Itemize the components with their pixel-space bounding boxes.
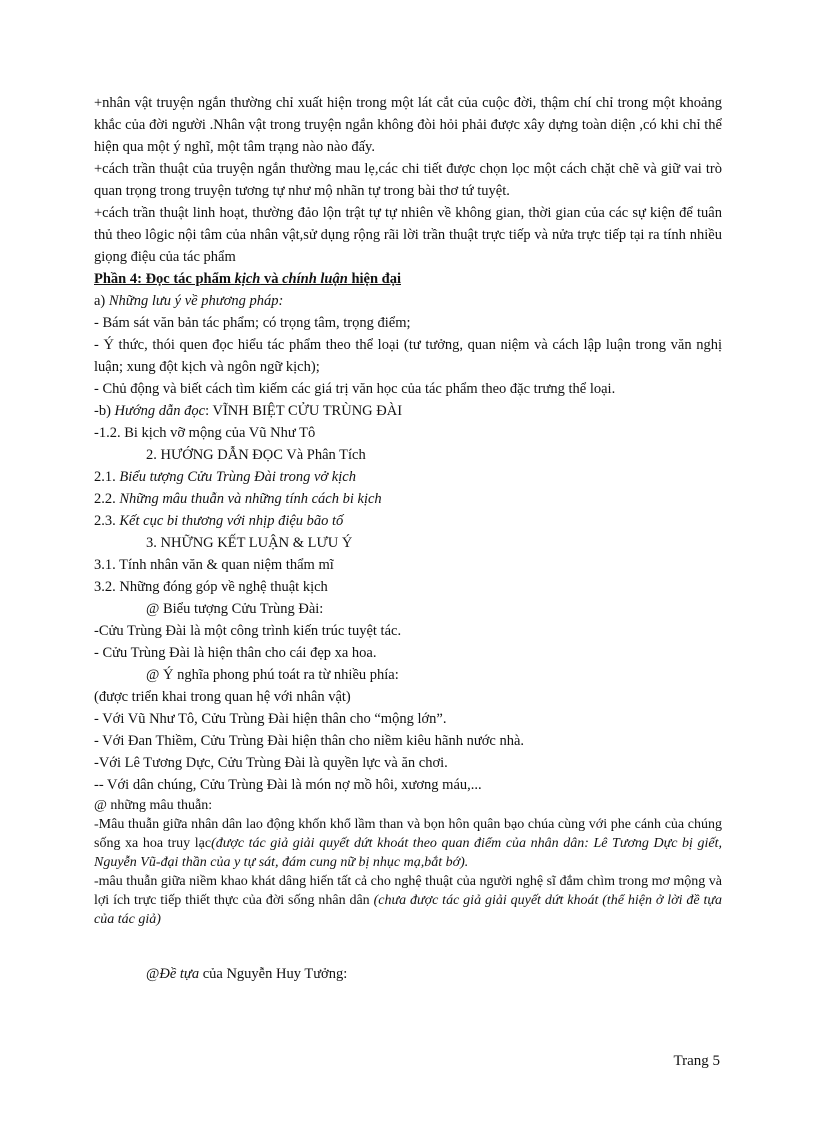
paragraph-narration: +cách trần thuật của truyện ngắn thường mau lẹ,các chi tiết được chọn lọc một cách chặt chẽ và giữ vai trò quan trọng trong truyện tương tự như mộ nhãn tự trong bài thơ tứ tuyệt.	[94, 161, 722, 199]
page-number: Trang 5	[673, 1053, 720, 1069]
meaning-item-2: - Với Đan Thiềm, Cửu Trùng Đài hiện thân cho niềm kiêu hãnh nước nhà.	[94, 733, 525, 749]
outline-2: 2. HƯỚNG DẪN ĐỌC Và Phân Tích	[146, 447, 366, 463]
section-a-item-1: - Bám sát văn bản tác phẩm; có trọng tâm, trọng điểm;	[94, 315, 411, 331]
outline-1-2: -1.2. Bi kịch vỡ mộng của Vũ Như Tô	[94, 425, 316, 441]
section-a-title: a) Những lưu ý về phương pháp:	[94, 293, 284, 309]
paragraph-narration-flexible: +cách trần thuật linh hoạt, thường đảo lộn trật tự tự nhiên về không gian, thời gian của các sự kiện để tuân thủ theo lôgic nội tâm của nhân vật,sử dụng rộng rãi lời trần thuật trực tiếp và nửa trực tiếp tại ra tính nhiều giọng điệu của tác phẩm	[94, 205, 722, 265]
document-page	[94, 92, 722, 985]
section-a-item-2: - Ý thức, thói quen đọc hiểu tác phẩm theo thể loại (tư tưởng, quan niệm và cách lập luận trong văn nghị luận; xung đột kịch và ngôn ngữ kịch);	[94, 337, 722, 375]
outline-3: 3. NHỮNG KẾT LUẬN & LƯU Ý	[146, 535, 353, 551]
symbol-item-1: -Cửu Trùng Đài là một công trình kiến trúc tuyệt tác.	[94, 623, 402, 639]
meaning-item-1: - Với Vũ Như Tô, Cửu Trùng Đài hiện thân cho “mộng lớn”.	[94, 711, 447, 727]
symbol-title: @ Biểu tượng Cửu Trùng Đài:	[146, 601, 324, 617]
outline-2-3: 2.3. Kết cục bi thương với nhịp điệu bão tố	[94, 513, 344, 529]
section-b-title: -b) Hướng dẫn đọc: VĨNH BIỆT CỬU TRÙNG ĐÀI	[94, 403, 403, 419]
meaning-title: @ Ý nghĩa phong phú toát ra từ nhiều phía:	[146, 667, 399, 683]
conflict-2: -mâu thuẫn giữa niềm khao khát dâng hiến tất cả cho nghệ thuật của người nghệ sĩ đắm chìm trong mơ mộng và lợi ích trực tiếp thiết thực của đời sống nhân dân (chưa được tác giả giải quyết dứt khoát (thể hiện ở lời đề tựa của tác giả)	[94, 874, 722, 927]
meaning-item-4: -- Với dân chúng, Cửu Trùng Đài là món nợ mồ hôi, xương máu,...	[94, 777, 482, 793]
conflict-1: -Mâu thuẫn giữa nhân dân lao động khốn khổ lầm than và bọn hôn quân bạo chúa cùng với phe cánh của chúng sống xa hoa truy lạc(được tác giả giải quyết dứt khoát theo quan điểm của nhân dân: Lê Tương Dực bị giết, Nguyễn Vũ-đại thần của y tự sát, đám cung nữ bị nhục mạ,bắt bớ).	[94, 817, 722, 870]
section-heading: Phần 4: Đọc tác phẩm kịch và chính luận hiện đại	[94, 271, 401, 287]
section-a-item-3: - Chủ động và biết cách tìm kiếm các giá trị văn học của tác phẩm theo đặc trưng thể loại.	[94, 381, 616, 397]
meaning-item-3: -Với Lê Tương Dực, Cửu Trùng Đài là quyền lực và ăn chơi.	[94, 755, 448, 771]
outline-2-1: 2.1. Biểu tượng Cửu Trùng Đài trong vở kịch	[94, 469, 356, 485]
preface-title: @Đề tựa của Nguyễn Huy Tưởng:	[146, 966, 348, 982]
outline-3-1: 3.1. Tính nhân văn & quan niệm thẩm mĩ	[94, 557, 334, 573]
meaning-subtitle: (được triển khai trong quan hệ với nhân vật)	[94, 689, 351, 705]
paragraph-character: +nhân vật truyện ngắn thường chỉ xuất hiện trong một lát cắt của cuộc đời, thậm chí chỉ trong một khoảng khắc của đời người .Nhân vật trong truyện ngắn không đòi hỏi phải được xây dựng toàn diện ,có khi chỉ thể hiện qua một ý nghĩ, một tâm trạng nào nào đấy.	[94, 95, 722, 155]
outline-2-2: 2.2. Những mâu thuẫn và những tính cách bi kịch	[94, 491, 382, 507]
symbol-item-2: - Cửu Trùng Đài là hiện thân cho cái đẹp xa hoa.	[94, 645, 377, 661]
conflicts-title: @ những mâu thuẫn:	[94, 798, 213, 813]
outline-3-2: 3.2. Những đóng góp về nghệ thuật kịch	[94, 579, 328, 595]
